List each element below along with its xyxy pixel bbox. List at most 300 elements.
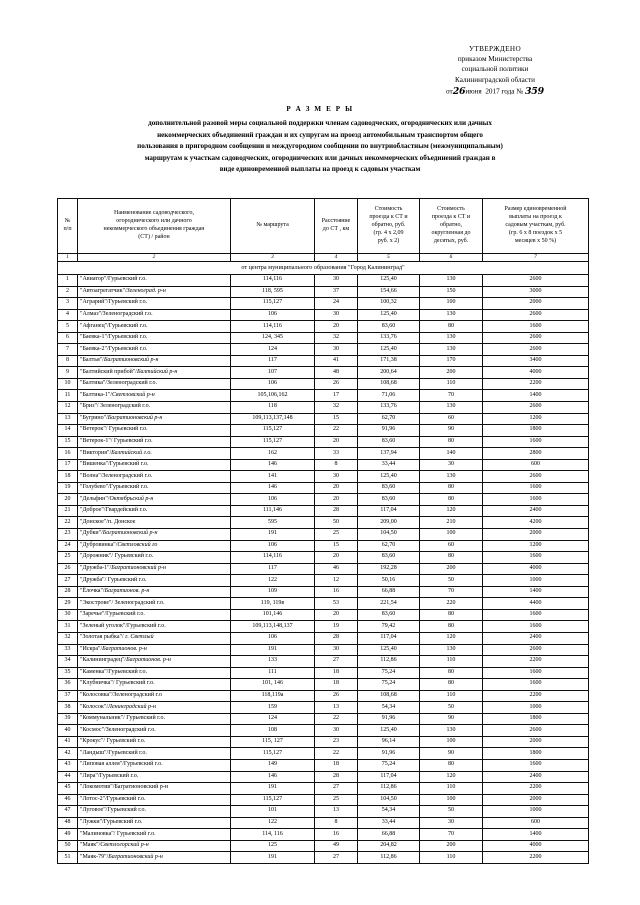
column-number-5: 5: [358, 254, 420, 262]
row-route: 118: [231, 402, 315, 414]
row-payment: 2600: [483, 725, 589, 737]
row-name: "Дорожник"/ Гурьевский г.о.: [78, 552, 231, 564]
table-row: [58, 286, 589, 298]
row-number: 4: [58, 309, 78, 321]
row-cost: 54,34: [358, 806, 420, 818]
row-cost: 133,76: [358, 332, 420, 344]
row-number: 11: [58, 390, 78, 402]
row-number: 50: [58, 840, 78, 852]
row-cost-rounded: 110: [420, 783, 483, 795]
row-distance: 30: [315, 309, 358, 321]
row-distance: 18: [315, 679, 358, 691]
row-name: "Балтийский прибой"/Балтийский р-н: [78, 367, 231, 379]
row-payment: 4000: [483, 840, 589, 852]
rates-table: [57, 198, 589, 864]
row-cost: 117,04: [358, 632, 420, 644]
row-route: 106: [231, 632, 315, 644]
row-cost: 112,86: [358, 783, 420, 795]
row-number: 36: [58, 679, 78, 691]
row-route: 146: [231, 482, 315, 494]
row-payment: 2600: [483, 275, 589, 287]
row-distance: 20: [315, 609, 358, 621]
row-payment: 1400: [483, 390, 589, 402]
row-name: "Космос"/Зеленоградский г.о.: [78, 725, 231, 737]
row-distance: 25: [315, 794, 358, 806]
number-label: №: [516, 87, 524, 96]
row-distance: 20: [315, 552, 358, 564]
row-number: 24: [58, 540, 78, 552]
row-cost-rounded: 200: [420, 563, 483, 575]
row-cost-rounded: 80: [420, 609, 483, 621]
row-cost: 33,44: [358, 817, 420, 829]
row-number: 27: [58, 575, 78, 587]
row-distance: 25: [315, 529, 358, 541]
row-number: 45: [58, 783, 78, 795]
row-cost-rounded: 110: [420, 852, 483, 864]
row-cost: 117,04: [358, 505, 420, 517]
row-payment: 4400: [483, 598, 589, 610]
row-distance: 32: [315, 402, 358, 414]
row-route: 111: [231, 667, 315, 679]
row-name: "Лужки"/Гурьевский г.о.: [78, 817, 231, 829]
row-name: "Голубево"/Гурьевский г.о.: [78, 482, 231, 494]
row-name: "Волна"/Зеленоградский г.о.: [78, 471, 231, 483]
row-distance: 30: [315, 275, 358, 287]
col-header-cost-l2: проезда к СТ и: [369, 214, 408, 221]
row-cost-rounded: 80: [420, 482, 483, 494]
row-number: 38: [58, 702, 78, 714]
row-number: 21: [58, 505, 78, 517]
row-route: 115,127: [231, 298, 315, 310]
rates-table-wrapper: [57, 198, 588, 864]
row-distance: 8: [315, 459, 358, 471]
col-header-payment-l3: садовым участкам, руб.: [505, 222, 566, 229]
row-name: "Лира"/Гурьевский г.о.: [78, 771, 231, 783]
row-route: 101: [231, 806, 315, 818]
row-name: "Липовая аллея"/Гурьевский г.о.: [78, 759, 231, 771]
table-row: [58, 367, 589, 379]
row-number: 49: [58, 829, 78, 841]
col-header-cost-rounded-l3: обратно,: [440, 222, 462, 229]
row-payment: 1400: [483, 829, 589, 841]
row-payment: 1400: [483, 586, 589, 598]
row-route: 101, 146: [231, 679, 315, 691]
row-cost-rounded: 50: [420, 806, 483, 818]
row-cost-rounded: 210: [420, 517, 483, 529]
row-name: "Балтика-1"/Светловский р-н: [78, 390, 231, 402]
table-row: [58, 275, 589, 287]
row-distance: 53: [315, 598, 358, 610]
row-distance: 26: [315, 378, 358, 390]
row-cost-rounded: 100: [420, 529, 483, 541]
row-number: 48: [58, 817, 78, 829]
row-route: 115,127: [231, 436, 315, 448]
table-row: [58, 852, 589, 864]
row-cost: 66,88: [358, 829, 420, 841]
row-payment: 2400: [483, 505, 589, 517]
row-cost: 62,70: [358, 413, 420, 425]
row-number: 1: [58, 275, 78, 287]
row-cost: 91,96: [358, 748, 420, 760]
row-cost: 50,16: [358, 575, 420, 587]
row-payment: 1600: [483, 436, 589, 448]
col-header-name-l4: (СТ) / район: [138, 233, 170, 240]
row-route: 109,113,148,137: [231, 621, 315, 633]
row-number: 41: [58, 736, 78, 748]
row-payment: 2000: [483, 298, 589, 310]
row-name: "Автоагрегатчик"/Зеленоград. р-н: [78, 286, 231, 298]
row-name: "Калининградец"/Багратионов. р-н: [78, 656, 231, 668]
row-cost-rounded: 90: [420, 748, 483, 760]
row-name: "Каменка"/Гурьевский г.о.: [78, 667, 231, 679]
row-cost-rounded: 120: [420, 505, 483, 517]
row-payment: 2000: [483, 736, 589, 748]
row-distance: 30: [315, 644, 358, 656]
row-route: 106: [231, 309, 315, 321]
row-cost-rounded: 130: [420, 332, 483, 344]
table-row: [58, 378, 589, 390]
table-row: [58, 540, 589, 552]
row-cost-rounded: 60: [420, 540, 483, 552]
subtitle-line-2: некоммерческих объединений граждан и их супругам на проезд автомобильным транспортом общего: [157, 130, 483, 139]
row-number: 35: [58, 667, 78, 679]
row-number: 25: [58, 552, 78, 564]
row-distance: 27: [315, 852, 358, 864]
col-header-cost-rounded: [420, 199, 483, 254]
approval-line-4: Калининградской области: [455, 75, 535, 84]
row-route: 111,146: [231, 505, 315, 517]
table-row: [58, 505, 589, 517]
row-name: "Ветерок"/ Гурьевский г.о.: [78, 425, 231, 437]
row-name: "Дружба"/ Гурьевский г.о.: [78, 575, 231, 587]
row-cost: 75,24: [358, 667, 420, 679]
row-name: "Маяк"/Светлогорский р-н: [78, 840, 231, 852]
page-title: Р А З М Е Р Ы: [286, 105, 354, 113]
row-payment: 2600: [483, 471, 589, 483]
row-payment: 2200: [483, 783, 589, 795]
col-header-distance: [315, 199, 358, 254]
row-route: 191: [231, 644, 315, 656]
row-cost: 117,04: [358, 771, 420, 783]
approval-date-line: [446, 85, 544, 98]
table-row: [58, 482, 589, 494]
row-number: 14: [58, 425, 78, 437]
col-header-name-l1: Наименование садоводческого,: [114, 210, 194, 217]
row-name: "Коммунальник"/ Гурьевский г.о.: [78, 713, 231, 725]
row-name: "Виктория"/Балтийский г.о.: [78, 448, 231, 460]
row-payment: 4000: [483, 367, 589, 379]
row-cost: 200,64: [358, 367, 420, 379]
row-payment: 2200: [483, 656, 589, 668]
row-route: 106: [231, 378, 315, 390]
table-row: [58, 552, 589, 564]
row-payment: 600: [483, 459, 589, 471]
row-cost: 125,40: [358, 471, 420, 483]
number-value-handwritten: 359: [524, 85, 544, 97]
row-name: "Бугрино"/Багратионовский р-н: [78, 413, 231, 425]
row-name: "Аграрий"/Гурьевский г.о.: [78, 298, 231, 310]
row-distance: 18: [315, 667, 358, 679]
approval-line-2: приказом Министерства: [457, 55, 533, 64]
row-distance: 30: [315, 344, 358, 356]
row-payment: 2000: [483, 529, 589, 541]
row-cost-rounded: 120: [420, 771, 483, 783]
table-row: [58, 679, 589, 691]
row-distance: 22: [315, 748, 358, 760]
row-cost-rounded: 80: [420, 621, 483, 633]
district-italic: Светлогорский р-н: [100, 842, 149, 849]
row-route: 146: [231, 459, 315, 471]
row-payment: 2400: [483, 771, 589, 783]
row-name: "Колосок"/Ленинградский р-н: [78, 702, 231, 714]
row-cost-rounded: 80: [420, 552, 483, 564]
row-cost: 125,40: [358, 644, 420, 656]
row-distance: 22: [315, 425, 358, 437]
table-row: [58, 783, 589, 795]
row-distance: 30: [315, 471, 358, 483]
row-payment: 1000: [483, 806, 589, 818]
approval-block: [390, 44, 600, 98]
table-row: [58, 736, 589, 748]
row-number: 18: [58, 471, 78, 483]
col-header-cost-rounded-l1: Стоимость: [437, 206, 465, 213]
section-header-row: [58, 262, 589, 275]
row-distance: 50: [315, 517, 358, 529]
row-route: 109: [231, 586, 315, 598]
district-italic: Октябрьский р-н: [109, 495, 154, 502]
approval-line-3: социальной политики: [461, 65, 529, 74]
row-distance: 22: [315, 713, 358, 725]
row-route: 149: [231, 759, 315, 771]
row-name: "Дружба-1"/Багратионовский р-н: [78, 563, 231, 575]
row-cost: 54,34: [358, 702, 420, 714]
table-row: [58, 332, 589, 344]
district-italic: Багратионовский р-н: [103, 357, 159, 364]
row-route: 159: [231, 702, 315, 714]
col-header-cost-l5: руб. х 2): [377, 237, 400, 244]
row-route: 118, 595: [231, 286, 315, 298]
table-row: [58, 321, 589, 333]
col-header-payment-l2: выплаты на проезд к: [509, 214, 562, 221]
row-cost-rounded: 130: [420, 644, 483, 656]
row-payment: 2200: [483, 378, 589, 390]
row-number: 19: [58, 482, 78, 494]
row-number: 40: [58, 725, 78, 737]
row-cost-rounded: 130: [420, 309, 483, 321]
table-row: [58, 817, 589, 829]
date-prefix: от: [446, 87, 453, 96]
table-row: [58, 494, 589, 506]
row-cost-rounded: 70: [420, 829, 483, 841]
row-name: "Зеленый уголок"/Гурьевский г.о.: [78, 621, 231, 633]
row-cost: 125,40: [358, 344, 420, 356]
row-cost-rounded: 30: [420, 817, 483, 829]
row-cost-rounded: 70: [420, 586, 483, 598]
column-number-row: [58, 254, 589, 262]
row-name: "Вишенка"/Гурьевский г.о.: [78, 459, 231, 471]
row-cost-rounded: 80: [420, 679, 483, 691]
row-cost: 66,88: [358, 586, 420, 598]
row-cost: 108,68: [358, 378, 420, 390]
row-cost: 154,66: [358, 286, 420, 298]
district-italic: Багратионовский р-н: [107, 414, 163, 421]
row-cost: 108,68: [358, 690, 420, 702]
row-cost: 125,40: [358, 725, 420, 737]
col-header-cost-rounded-l5: десятых, руб.: [433, 237, 469, 244]
row-payment: 1600: [483, 321, 589, 333]
row-route: 114, 116: [231, 829, 315, 841]
date-year: 2017 года: [485, 87, 515, 96]
subtitle-line-5: виде единовременной выплаты на проезд к садовым участкам: [219, 165, 421, 174]
row-cost-rounded: 200: [420, 367, 483, 379]
subtitle-line-1: дополнительной разовой меры социальной поддержки членам садоводческих, огороднических или дачных: [148, 119, 492, 128]
row-name: "Малиновка"/ Гурьевский г.о.: [78, 829, 231, 841]
row-name: "Экострове"/ Зеленоградский г.о.: [78, 598, 231, 610]
row-name: "Искра"/Багратионов. р-н: [78, 644, 231, 656]
col-header-cost: [358, 199, 420, 254]
row-name: "Баевка-1"/Гурьевский г.о.: [78, 332, 231, 344]
row-payment: 2200: [483, 852, 589, 864]
col-header-number: [58, 199, 78, 254]
row-route: 106: [231, 540, 315, 552]
row-distance: 20: [315, 482, 358, 494]
row-route: 115,127: [231, 748, 315, 760]
table-row: [58, 309, 589, 321]
row-cost-rounded: 130: [420, 402, 483, 414]
row-name: "Локомотив"/Багратионовский р-н: [78, 783, 231, 795]
row-payment: 1200: [483, 540, 589, 552]
row-number: 42: [58, 748, 78, 760]
row-name: "Балтика"/Зеленоградский г.о.: [78, 378, 231, 390]
column-number-6: 6: [420, 254, 483, 262]
district-italic: Багратионовский р-н: [111, 564, 166, 571]
approval-line-1: УТВЕРЖДЕНО: [468, 45, 522, 53]
table-row: [58, 794, 589, 806]
row-cost-rounded: 80: [420, 494, 483, 506]
date-month: июня: [465, 87, 482, 96]
row-route: 124, 345: [231, 332, 315, 344]
row-route: 124: [231, 344, 315, 356]
row-name: "Доброе"/Гвардейский г.о.: [78, 505, 231, 517]
row-cost: 83,60: [358, 482, 420, 494]
row-number: 10: [58, 378, 78, 390]
row-route: 191: [231, 852, 315, 864]
district-italic: г. Светлый: [125, 634, 154, 641]
row-payment: 600: [483, 817, 589, 829]
row-number: 37: [58, 690, 78, 702]
row-distance: 16: [315, 586, 358, 598]
row-distance: 12: [315, 575, 358, 587]
row-cost: 221,54: [358, 598, 420, 610]
row-distance: 23: [315, 736, 358, 748]
table-row: [58, 344, 589, 356]
row-distance: 46: [315, 563, 358, 575]
row-route: 109,113,137,148: [231, 413, 315, 425]
row-cost-rounded: 100: [420, 298, 483, 310]
row-cost: 83,60: [358, 436, 420, 448]
row-cost-rounded: 130: [420, 344, 483, 356]
row-route: 122: [231, 817, 315, 829]
column-number-1: 1: [58, 254, 78, 262]
row-cost-rounded: 60: [420, 413, 483, 425]
row-distance: 24: [315, 298, 358, 310]
row-distance: 28: [315, 505, 358, 517]
col-header-route-l1: № маршрута: [256, 222, 289, 229]
district-italic: Багратионов. р-н: [126, 657, 171, 664]
table-row: [58, 771, 589, 783]
row-cost-rounded: 90: [420, 425, 483, 437]
district-italic: Зеленоград. р-н: [126, 287, 166, 294]
row-name: "Луговое"/Гурьевский г.о.: [78, 806, 231, 818]
row-name: "Дубровинка"/Светловский го: [78, 540, 231, 552]
table-row: [58, 586, 589, 598]
row-number: 9: [58, 367, 78, 379]
row-cost-rounded: 80: [420, 436, 483, 448]
col-header-number-l2: п/п: [63, 226, 72, 232]
row-number: 20: [58, 494, 78, 506]
row-payment: 2600: [483, 332, 589, 344]
header-row: [58, 199, 589, 254]
table-row: [58, 425, 589, 437]
district-italic: Багратионов. р-н: [104, 588, 150, 595]
row-number: 12: [58, 402, 78, 414]
row-payment: 1600: [483, 552, 589, 564]
row-route: 141: [231, 471, 315, 483]
table-row: [58, 471, 589, 483]
row-number: 32: [58, 632, 78, 644]
row-number: 15: [58, 436, 78, 448]
row-name: "Крокус"/ Гурьевский г.о.: [78, 736, 231, 748]
date-day-handwritten: 26: [452, 85, 466, 97]
row-cost: 104,50: [358, 794, 420, 806]
row-cost-rounded: 130: [420, 725, 483, 737]
row-route: 146: [231, 771, 315, 783]
row-number: 39: [58, 713, 78, 725]
row-route: 191: [231, 529, 315, 541]
row-cost-rounded: 50: [420, 702, 483, 714]
row-name: "Дельфин"/Октябрьский р-н: [78, 494, 231, 506]
table-row: [58, 690, 589, 702]
row-name: "Ландыш"/Гурьевский г.о.: [78, 748, 231, 760]
subtitle-line-3: пользования в пригородном сообщении и междугородном сообщении по внутриобластным (межмуниципальным): [137, 142, 503, 151]
table-row: [58, 840, 589, 852]
row-route: 105,106,162: [231, 390, 315, 402]
district-italic: Багратионов. р-н: [102, 645, 147, 652]
row-payment: 3000: [483, 286, 589, 298]
subtitle-line-4: маршрутам к участкам садоводческих, огороднических или дачных некоммерческих объединений граждан в: [144, 153, 496, 162]
table-body: [58, 262, 589, 864]
row-cost-rounded: 100: [420, 736, 483, 748]
row-cost-rounded: 90: [420, 713, 483, 725]
row-distance: 28: [315, 771, 358, 783]
table-row: [58, 563, 589, 575]
row-route: 191: [231, 783, 315, 795]
col-header-distance-l1: Расстояние: [321, 218, 351, 225]
row-cost: 83,60: [358, 321, 420, 333]
table-row: [58, 748, 589, 760]
row-name: "Авиатор"/Гурьевский г.о.: [78, 275, 231, 287]
table-row: [58, 390, 589, 402]
row-number: 34: [58, 656, 78, 668]
table-row: [58, 759, 589, 771]
row-payment: 2600: [483, 402, 589, 414]
row-route: 117: [231, 355, 315, 367]
row-distance: 15: [315, 540, 358, 552]
table-row: [58, 632, 589, 644]
table-row: [58, 644, 589, 656]
table-row: [58, 656, 589, 668]
district-italic: Балтийский р-н: [136, 368, 178, 375]
